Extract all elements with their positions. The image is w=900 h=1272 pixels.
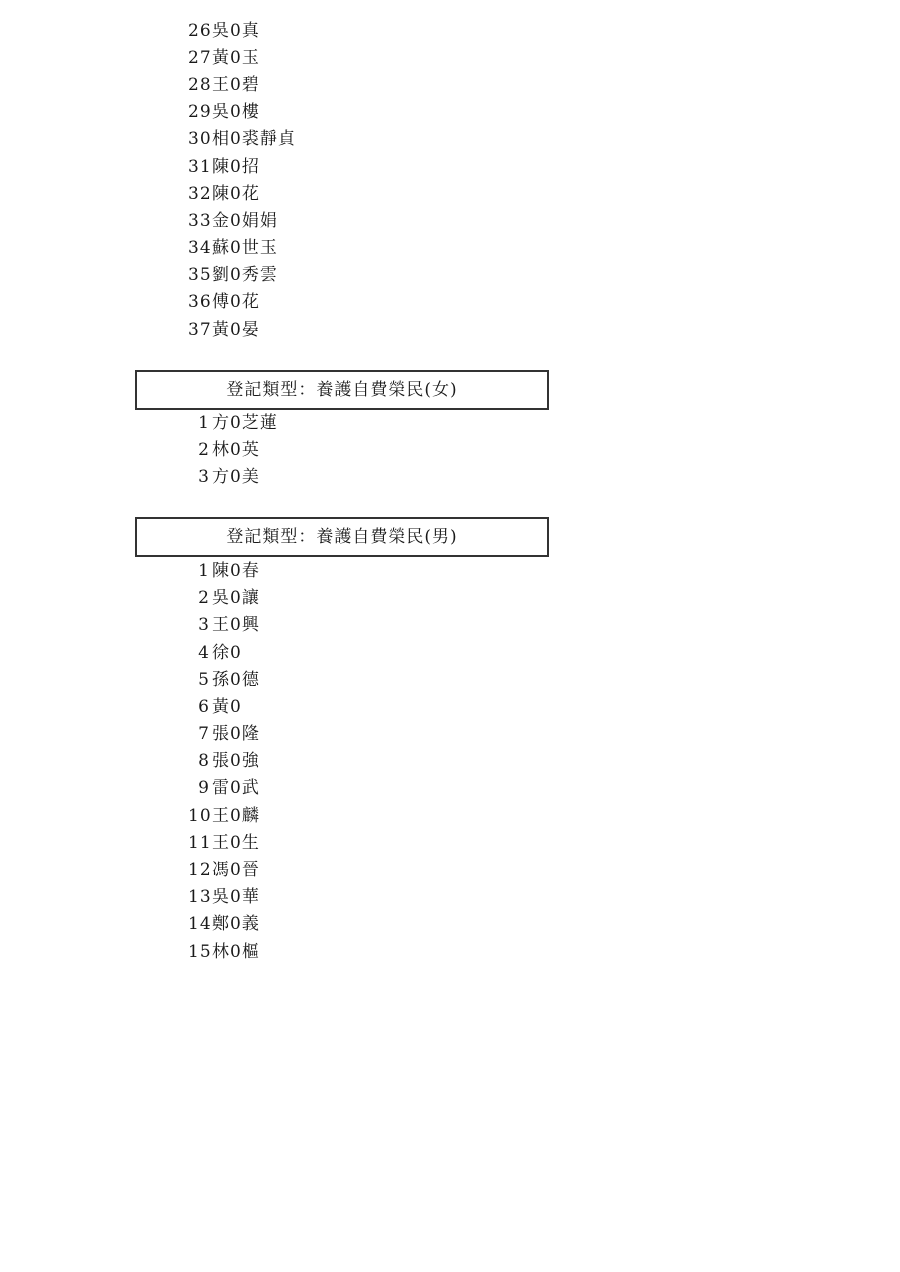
list-item: [188, 748, 260, 775]
entry-name: 王0麟: [212, 806, 260, 826]
list-item: [188, 317, 260, 344]
entry-name: 王0生: [212, 833, 260, 853]
list-item: [188, 464, 260, 491]
list-item: [188, 911, 260, 938]
entry-number: 2: [198, 440, 210, 460]
entry-name: 王0興: [212, 615, 260, 635]
entry-name: 黃0: [212, 697, 242, 717]
entry-name: 林0英: [212, 440, 260, 460]
entry-number: 6: [198, 697, 210, 717]
entry-name: 傅0花: [212, 292, 260, 312]
list-item: [188, 99, 260, 126]
entry-name: 蘇0世玉: [212, 238, 278, 258]
entry-number: 3: [198, 467, 210, 487]
entry-number: 28: [188, 75, 212, 95]
entry-name: 黃0晏: [212, 320, 260, 340]
entry-number: 26: [188, 21, 212, 41]
list-item: [188, 208, 278, 235]
entry-name: 雷0武: [212, 778, 260, 798]
list-item: [188, 830, 260, 857]
entry-number: 2: [198, 588, 210, 608]
entry-name: 金0娟娟: [212, 211, 278, 231]
entry-number: 37: [188, 320, 212, 340]
list-item: [188, 857, 260, 884]
list-item: [188, 72, 260, 99]
entry-number: 4: [198, 643, 210, 663]
entry-number: 7: [198, 724, 210, 744]
entry-name: 方0美: [212, 467, 260, 487]
entry-number: 32: [188, 184, 212, 204]
entry-name: 陳0招: [212, 157, 260, 177]
list-item: [188, 289, 260, 316]
list-item: [188, 18, 260, 45]
list-item: [188, 884, 260, 911]
list-item: [188, 612, 260, 639]
list-item: [188, 775, 260, 802]
entry-number: 8: [198, 751, 210, 771]
list-item: [188, 410, 278, 437]
entry-number: 5: [198, 670, 210, 690]
section-header-male: 登記類型：養護自費榮民(男): [135, 517, 549, 557]
entry-number: 33: [188, 211, 212, 231]
entry-name: 方0芝蓮: [212, 413, 278, 433]
entry-number: 10: [188, 806, 212, 826]
entry-number: 9: [198, 778, 210, 798]
entry-number: 30: [188, 129, 212, 149]
entry-name: 陳0春: [212, 561, 260, 581]
entry-name: 王0碧: [212, 75, 260, 95]
entry-name: 張0強: [212, 751, 260, 771]
list-item: [188, 437, 260, 464]
entry-name: 吳0真: [212, 21, 260, 41]
list-item: [188, 235, 278, 262]
entry-number: 14: [188, 914, 212, 934]
entry-number: 31: [188, 157, 212, 177]
entry-name: 黃0玉: [212, 48, 260, 68]
entry-name: 劉0秀雲: [212, 265, 278, 285]
entry-name: 吳0讓: [212, 588, 260, 608]
entry-name: 鄭0義: [212, 914, 260, 934]
entry-number: 15: [188, 942, 212, 962]
entry-name: 馮0晉: [212, 860, 260, 880]
list-item: [188, 721, 260, 748]
entry-number: 35: [188, 265, 212, 285]
entry-number: 1: [198, 561, 210, 581]
list-item: [188, 154, 260, 181]
entry-number: 36: [188, 292, 212, 312]
entry-number: 29: [188, 102, 212, 122]
entry-name: 張0隆: [212, 724, 260, 744]
entry-number: 11: [188, 833, 212, 853]
list-item: [188, 262, 278, 289]
entry-name: 吳0華: [212, 887, 260, 907]
entry-number: 34: [188, 238, 212, 258]
entry-number: 1: [198, 413, 210, 433]
section-header-female: 登記類型：養護自費榮民(女): [135, 370, 549, 410]
entry-name: 徐0: [212, 643, 242, 663]
list-item: [188, 585, 260, 612]
entry-number: 12: [188, 860, 212, 880]
list-item: [188, 803, 260, 830]
list-item: [188, 181, 260, 208]
list-item: [188, 558, 260, 585]
entry-number: 27: [188, 48, 212, 68]
list-item: [188, 694, 242, 721]
entry-name: 相0裘靜貞: [212, 129, 296, 149]
entry-name: 孫0德: [212, 670, 260, 690]
entry-name: 吳0樓: [212, 102, 260, 122]
list-item: [188, 126, 296, 153]
entry-name: 林0樞: [212, 942, 260, 962]
entry-name: 陳0花: [212, 184, 260, 204]
entry-number: 3: [198, 615, 210, 635]
list-item: [188, 939, 260, 966]
list-item: [188, 640, 242, 667]
list-item: [188, 45, 260, 72]
list-item: [188, 667, 260, 694]
entry-number: 13: [188, 887, 212, 907]
